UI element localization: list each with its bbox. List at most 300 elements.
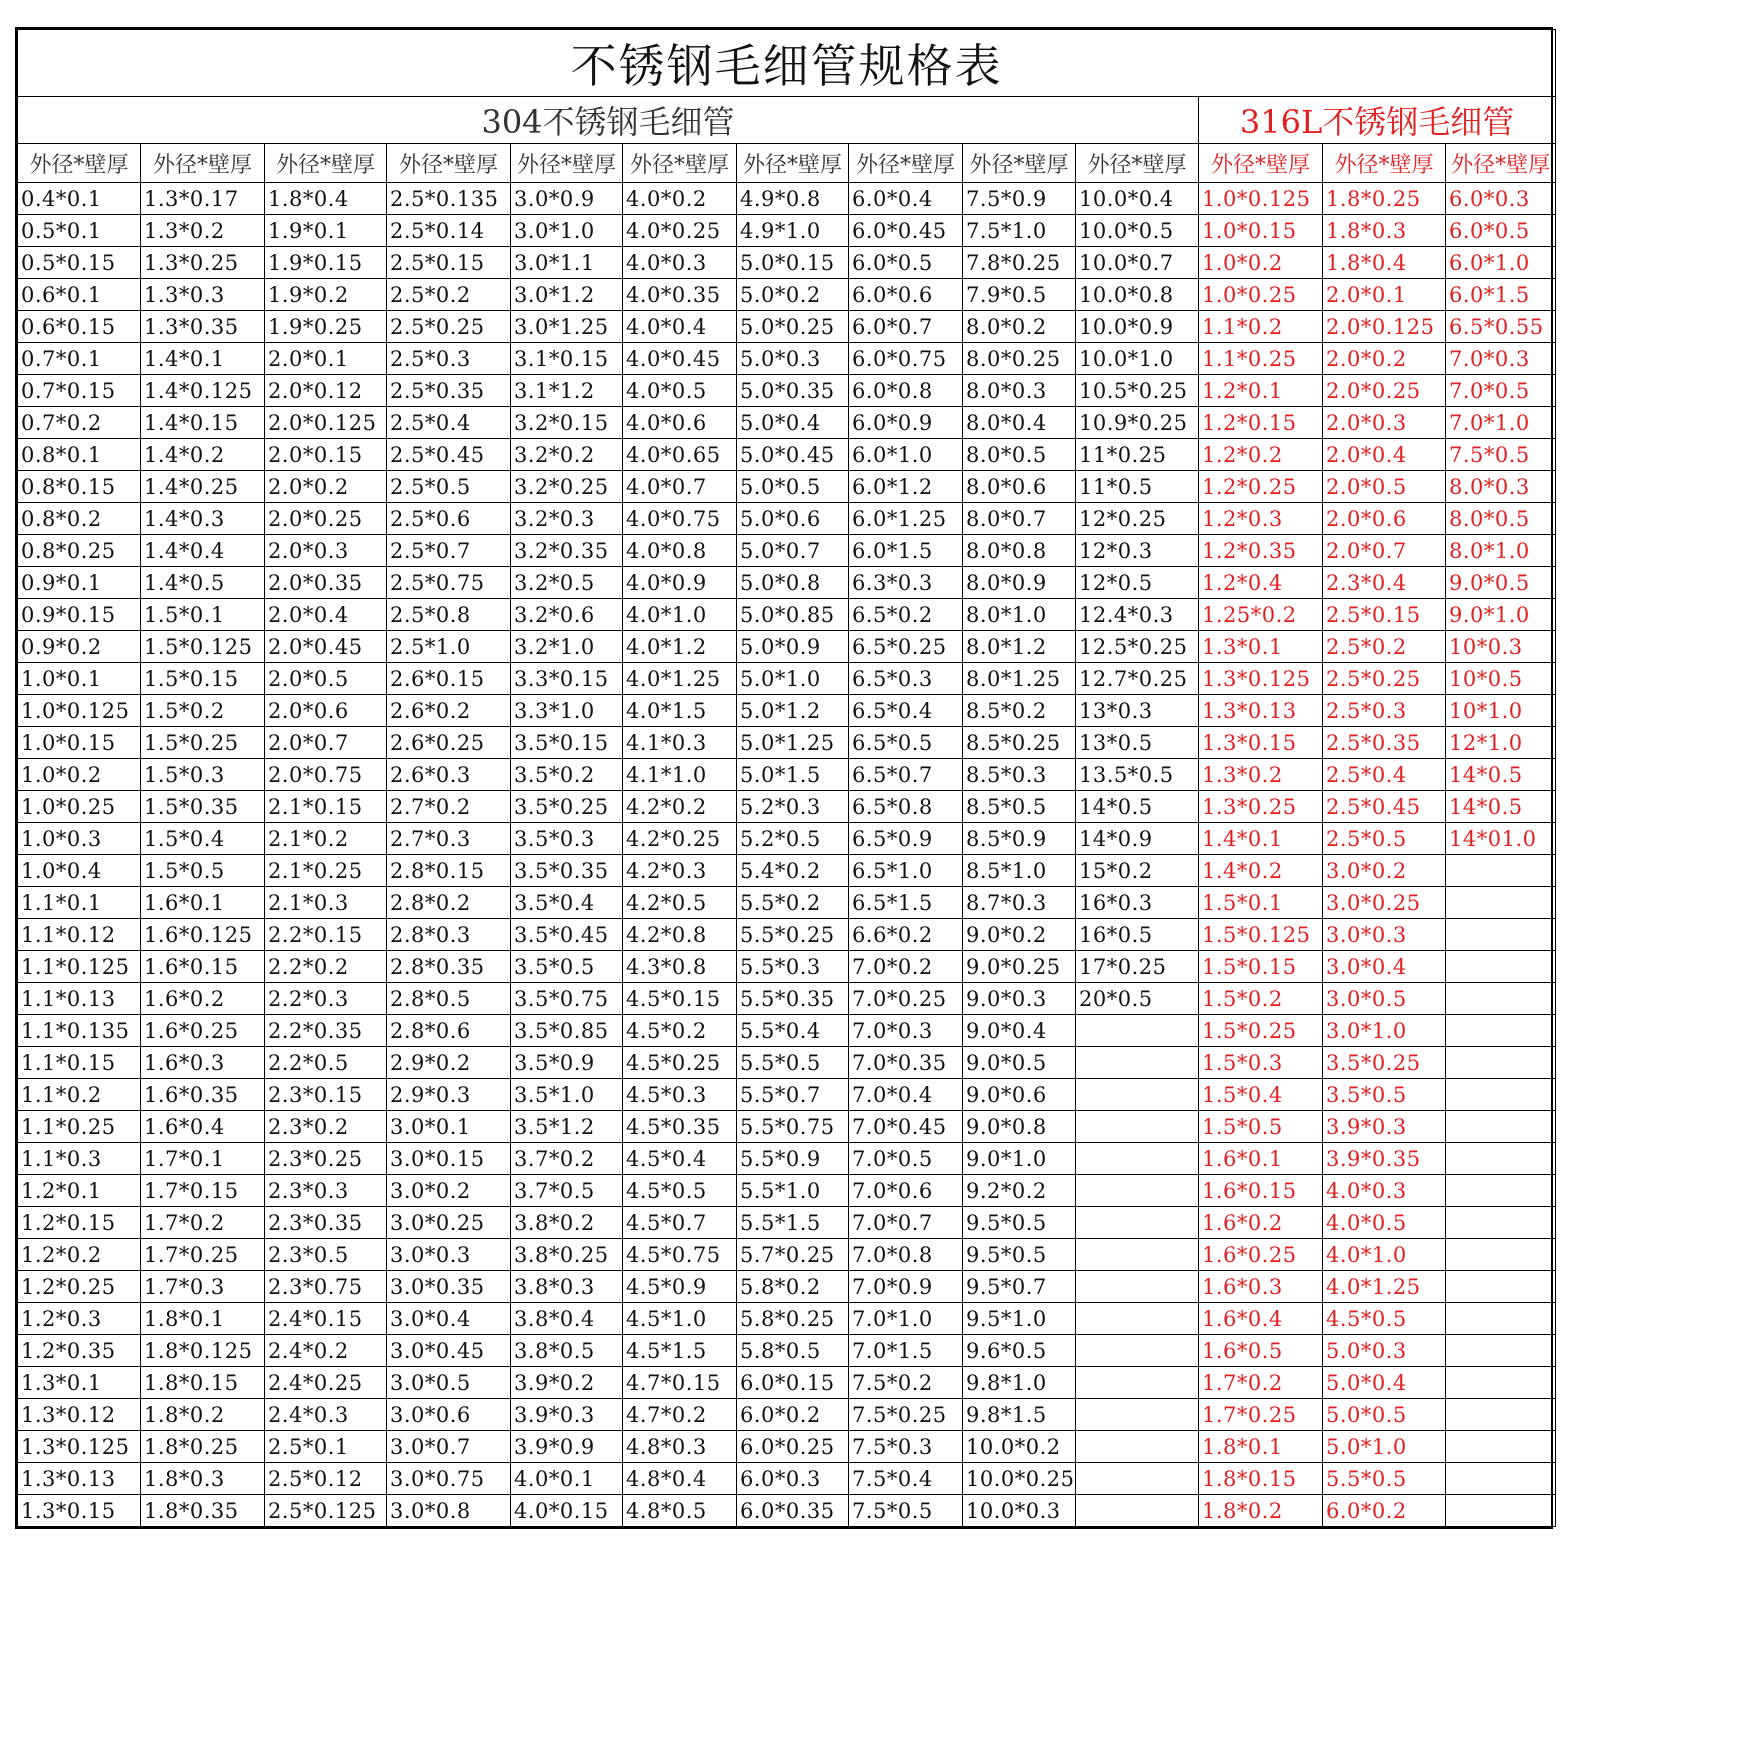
spec-304-cell: 2.0*0.1 — [265, 343, 387, 375]
spec-304-cell: 8.7*0.3 — [963, 887, 1076, 919]
spec-304-cell — [1076, 1463, 1199, 1495]
spec-316l-cell: 10*1.0 — [1446, 695, 1556, 727]
spec-304-cell: 4.0*1.25 — [623, 663, 737, 695]
spec-304-cell: 4.2*0.5 — [623, 887, 737, 919]
spec-304-cell: 7.0*0.25 — [849, 983, 963, 1015]
spec-304-cell: 1.5*0.3 — [141, 759, 265, 791]
spec-316l-cell: 1.0*0.125 — [1199, 183, 1323, 215]
spec-304-cell: 3.0*0.1 — [387, 1111, 511, 1143]
spec-316l-cell: 2.5*0.45 — [1323, 791, 1446, 823]
spec-316l-cell: 6.0*1.5 — [1446, 279, 1556, 311]
spec-304-cell: 5.5*0.25 — [737, 919, 849, 951]
spec-304-cell: 3.0*0.9 — [511, 183, 623, 215]
spec-304-cell: 12*0.25 — [1076, 503, 1199, 535]
spec-316l-cell: 6.5*0.55 — [1446, 311, 1556, 343]
spec-304-cell: 2.2*0.2 — [265, 951, 387, 983]
spec-304-cell: 5.0*1.0 — [737, 663, 849, 695]
spec-316l-cell: 3.0*0.2 — [1323, 855, 1446, 887]
spec-304-cell: 6.5*0.4 — [849, 695, 963, 727]
spec-304-cell: 2.2*0.5 — [265, 1047, 387, 1079]
column-header-od-wall: 外径*壁厚 — [963, 144, 1076, 183]
spec-316l-cell: 3.0*0.4 — [1323, 951, 1446, 983]
spec-304-cell: 6.0*1.5 — [849, 535, 963, 567]
column-header-od-wall: 外径*壁厚 — [265, 144, 387, 183]
spec-316l-cell — [1446, 1015, 1556, 1047]
spec-304-cell: 3.5*0.5 — [511, 951, 623, 983]
spec-316l-cell: 1.5*0.2 — [1199, 983, 1323, 1015]
spec-304-cell: 1.6*0.1 — [141, 887, 265, 919]
spec-304-cell: 5.5*0.5 — [737, 1047, 849, 1079]
spec-316l-cell: 1.5*0.1 — [1199, 887, 1323, 919]
spec-316l-cell: 2.5*0.15 — [1323, 599, 1446, 631]
spec-316l-cell: 2.5*0.3 — [1323, 695, 1446, 727]
spec-304-cell: 2.5*0.45 — [387, 439, 511, 471]
spec-304-cell: 6.0*0.8 — [849, 375, 963, 407]
spec-304-cell: 2.2*0.35 — [265, 1015, 387, 1047]
spec-304-cell: 6.3*0.3 — [849, 567, 963, 599]
spec-316l-cell: 6.0*0.3 — [1446, 183, 1556, 215]
spec-316l-cell — [1446, 1463, 1556, 1495]
spec-304-cell: 4.8*0.5 — [623, 1495, 737, 1527]
spec-304-cell: 4.5*0.2 — [623, 1015, 737, 1047]
spec-304-cell: 8.0*1.25 — [963, 663, 1076, 695]
spec-316l-cell: 1.2*0.35 — [1199, 535, 1323, 567]
spec-316l-cell: 3.9*0.3 — [1323, 1111, 1446, 1143]
spec-304-cell: 3.2*1.0 — [511, 631, 623, 663]
spec-304-cell: 1.1*0.15 — [18, 1047, 141, 1079]
spec-304-cell: 10.0*0.4 — [1076, 183, 1199, 215]
spec-304-cell: 5.5*1.0 — [737, 1175, 849, 1207]
spec-304-cell: 12*0.3 — [1076, 535, 1199, 567]
spec-304-cell: 4.2*0.8 — [623, 919, 737, 951]
table-row — [18, 439, 1556, 471]
spec-304-cell: 9.0*0.2 — [963, 919, 1076, 951]
spec-304-cell: 4.5*1.5 — [623, 1335, 737, 1367]
spec-304-cell: 2.8*0.35 — [387, 951, 511, 983]
spec-304-cell: 9.5*0.5 — [963, 1207, 1076, 1239]
spec-316l-cell: 5.0*1.0 — [1323, 1431, 1446, 1463]
spec-304-cell: 4.0*0.5 — [623, 375, 737, 407]
spec-304-cell: 4.5*0.15 — [623, 983, 737, 1015]
spec-304-cell: 2.4*0.25 — [265, 1367, 387, 1399]
spec-304-cell: 16*0.5 — [1076, 919, 1199, 951]
table-row — [18, 919, 1556, 951]
spec-316l-cell: 2.5*0.4 — [1323, 759, 1446, 791]
spec-304-cell: 4.0*1.5 — [623, 695, 737, 727]
spec-304-cell: 1.5*0.35 — [141, 791, 265, 823]
spec-304-cell: 3.0*0.6 — [387, 1399, 511, 1431]
spec-304-cell: 4.0*0.1 — [511, 1463, 623, 1495]
spec-304-cell: 0.7*0.15 — [18, 375, 141, 407]
spec-316l-cell: 4.5*0.5 — [1323, 1303, 1446, 1335]
spec-316l-cell: 14*0.5 — [1446, 759, 1556, 791]
spec-304-cell: 5.8*0.2 — [737, 1271, 849, 1303]
spec-304-cell: 2.5*0.125 — [265, 1495, 387, 1527]
spec-304-cell: 8.5*1.0 — [963, 855, 1076, 887]
spec-304-cell: 3.7*0.2 — [511, 1143, 623, 1175]
spec-304-cell: 1.2*0.35 — [18, 1335, 141, 1367]
table-row — [18, 983, 1556, 1015]
table-row — [18, 343, 1556, 375]
spec-316l-cell: 10*0.5 — [1446, 663, 1556, 695]
spec-304-cell: 4.0*0.8 — [623, 535, 737, 567]
spec-316l-cell: 1.5*0.3 — [1199, 1047, 1323, 1079]
spec-316l-cell: 1.5*0.125 — [1199, 919, 1323, 951]
spec-304-cell: 2.5*0.25 — [387, 311, 511, 343]
spec-316l-cell: 5.5*0.5 — [1323, 1463, 1446, 1495]
spec-304-cell: 0.5*0.1 — [18, 215, 141, 247]
spec-304-cell: 0.7*0.2 — [18, 407, 141, 439]
spec-304-cell: 1.9*0.1 — [265, 215, 387, 247]
spec-316l-cell: 14*0.5 — [1446, 791, 1556, 823]
spec-304-cell: 2.4*0.15 — [265, 1303, 387, 1335]
spec-304-cell: 1.4*0.5 — [141, 567, 265, 599]
spec-316l-cell: 1.7*0.2 — [1199, 1367, 1323, 1399]
spec-316l-cell: 7.5*0.5 — [1446, 439, 1556, 471]
spec-304-cell: 5.2*0.5 — [737, 823, 849, 855]
spec-304-cell: 2.9*0.2 — [387, 1047, 511, 1079]
spec-304-cell: 5.5*0.3 — [737, 951, 849, 983]
spec-304-cell: 6.5*0.2 — [849, 599, 963, 631]
column-header-od-wall: 外径*壁厚 — [1199, 144, 1323, 183]
spec-304-cell: 10.0*0.2 — [963, 1431, 1076, 1463]
spec-304-cell: 3.5*0.75 — [511, 983, 623, 1015]
spec-304-cell: 13*0.3 — [1076, 695, 1199, 727]
column-header-od-wall: 外径*壁厚 — [141, 144, 265, 183]
spec-304-cell: 0.4*0.1 — [18, 183, 141, 215]
table-row — [18, 375, 1556, 407]
spec-304-cell: 3.0*0.7 — [387, 1431, 511, 1463]
spec-316l-cell: 1.6*0.1 — [1199, 1143, 1323, 1175]
spec-304-cell: 8.0*0.8 — [963, 535, 1076, 567]
spec-316l-cell: 1.4*0.2 — [1199, 855, 1323, 887]
spec-304-cell: 8.0*0.6 — [963, 471, 1076, 503]
spec-304-cell: 3.0*1.0 — [511, 215, 623, 247]
spec-304-cell: 4.5*0.3 — [623, 1079, 737, 1111]
spec-304-cell: 3.5*0.85 — [511, 1015, 623, 1047]
spec-304-cell: 8.0*1.2 — [963, 631, 1076, 663]
spec-304-cell: 1.3*0.15 — [18, 1495, 141, 1527]
spec-304-cell: 13.5*0.5 — [1076, 759, 1199, 791]
spec-304-cell: 4.0*0.9 — [623, 567, 737, 599]
spec-304-cell: 1.0*0.125 — [18, 695, 141, 727]
spec-316l-cell — [1446, 1143, 1556, 1175]
spec-316l-cell — [1446, 1271, 1556, 1303]
spec-304-cell: 6.0*0.75 — [849, 343, 963, 375]
spec-304-cell: 1.7*0.1 — [141, 1143, 265, 1175]
spec-304-cell: 5.8*0.5 — [737, 1335, 849, 1367]
spec-304-cell: 6.0*0.4 — [849, 183, 963, 215]
spec-304-cell: 2.1*0.25 — [265, 855, 387, 887]
spec-304-cell: 3.2*0.5 — [511, 567, 623, 599]
spec-304-cell: 2.5*0.14 — [387, 215, 511, 247]
spec-316l-cell — [1446, 1111, 1556, 1143]
spec-304-cell: 2.4*0.3 — [265, 1399, 387, 1431]
spec-304-cell: 8.0*0.5 — [963, 439, 1076, 471]
spec-304-cell: 5.0*0.85 — [737, 599, 849, 631]
spec-304-cell — [1076, 1175, 1199, 1207]
spec-316l-cell: 2.0*0.125 — [1323, 311, 1446, 343]
spec-304-cell: 3.0*0.2 — [387, 1175, 511, 1207]
spec-304-cell: 5.0*0.5 — [737, 471, 849, 503]
spec-304-cell: 3.1*0.15 — [511, 343, 623, 375]
spec-304-cell: 4.8*0.3 — [623, 1431, 737, 1463]
spec-304-cell: 4.1*1.0 — [623, 759, 737, 791]
spec-316l-cell: 1.3*0.25 — [1199, 791, 1323, 823]
spec-304-cell: 8.5*0.3 — [963, 759, 1076, 791]
spec-304-cell: 1.4*0.125 — [141, 375, 265, 407]
spec-304-cell: 2.0*0.35 — [265, 567, 387, 599]
table-row — [18, 503, 1556, 535]
spec-304-cell: 8.0*0.4 — [963, 407, 1076, 439]
spec-316l-cell: 5.0*0.3 — [1323, 1335, 1446, 1367]
spec-304-cell: 8.0*1.0 — [963, 599, 1076, 631]
spec-304-cell: 4.7*0.15 — [623, 1367, 737, 1399]
spec-304-cell: 1.9*0.25 — [265, 311, 387, 343]
spec-304-cell: 2.5*0.5 — [387, 471, 511, 503]
spec-304-cell: 12*0.5 — [1076, 567, 1199, 599]
spec-304-cell: 1.0*0.1 — [18, 663, 141, 695]
spec-304-cell: 5.8*0.25 — [737, 1303, 849, 1335]
spec-304-cell: 7.0*0.45 — [849, 1111, 963, 1143]
spec-316l-cell: 5.0*0.4 — [1323, 1367, 1446, 1399]
spec-304-cell: 2.1*0.15 — [265, 791, 387, 823]
spec-304-cell: 4.0*0.2 — [623, 183, 737, 215]
spec-304-cell: 5.5*0.9 — [737, 1143, 849, 1175]
spec-304-cell: 10.0*0.9 — [1076, 311, 1199, 343]
spec-304-cell: 9.0*0.8 — [963, 1111, 1076, 1143]
spec-304-cell: 7.5*0.5 — [849, 1495, 963, 1527]
spec-304-cell: 4.5*0.9 — [623, 1271, 737, 1303]
spec-316l-cell: 1.2*0.3 — [1199, 503, 1323, 535]
spec-304-cell: 6.0*0.35 — [737, 1495, 849, 1527]
spec-304-cell: 1.3*0.1 — [18, 1367, 141, 1399]
spec-304-cell: 20*0.5 — [1076, 983, 1199, 1015]
spec-304-cell: 2.6*0.15 — [387, 663, 511, 695]
spec-316l-cell: 1.8*0.15 — [1199, 1463, 1323, 1495]
spec-304-cell: 9.0*0.5 — [963, 1047, 1076, 1079]
spec-316l-cell: 4.0*1.25 — [1323, 1271, 1446, 1303]
spec-316l-cell — [1446, 1207, 1556, 1239]
spec-316l-cell: 1.3*0.13 — [1199, 695, 1323, 727]
spec-304-cell: 4.0*0.25 — [623, 215, 737, 247]
column-header-od-wall: 外径*壁厚 — [737, 144, 849, 183]
table-row — [18, 1463, 1556, 1495]
spec-304-cell: 3.8*0.25 — [511, 1239, 623, 1271]
spec-316l-cell: 1.0*0.25 — [1199, 279, 1323, 311]
spec-316l-cell — [1446, 951, 1556, 983]
spec-304-cell: 5.0*0.35 — [737, 375, 849, 407]
spec-316l-cell — [1446, 919, 1556, 951]
spec-304-cell: 2.2*0.15 — [265, 919, 387, 951]
spec-316l-cell: 3.0*1.0 — [1323, 1015, 1446, 1047]
spec-304-cell: 9.0*1.0 — [963, 1143, 1076, 1175]
table-body — [18, 183, 1556, 1527]
spec-304-cell: 9.5*0.7 — [963, 1271, 1076, 1303]
section-row — [18, 97, 1556, 144]
spec-316l-cell: 4.0*1.0 — [1323, 1239, 1446, 1271]
spec-316l-cell: 2.5*0.5 — [1323, 823, 1446, 855]
spec-304-cell — [1076, 1079, 1199, 1111]
spec-316l-cell: 4.0*0.3 — [1323, 1175, 1446, 1207]
table-row — [18, 567, 1556, 599]
spec-304-cell: 6.5*0.9 — [849, 823, 963, 855]
spec-304-cell: 1.1*0.12 — [18, 919, 141, 951]
spec-304-cell — [1076, 1367, 1199, 1399]
spec-304-cell: 4.5*1.0 — [623, 1303, 737, 1335]
spec-316l-cell: 1.5*0.4 — [1199, 1079, 1323, 1111]
spec-304-cell: 2.3*0.3 — [265, 1175, 387, 1207]
spec-304-cell: 2.0*0.75 — [265, 759, 387, 791]
spec-316l-cell: 3.0*0.25 — [1323, 887, 1446, 919]
spec-304-cell: 5.5*0.7 — [737, 1079, 849, 1111]
table-row — [18, 1207, 1556, 1239]
spec-304-cell: 1.8*0.4 — [265, 183, 387, 215]
spec-304-cell: 1.6*0.2 — [141, 983, 265, 1015]
table-row — [18, 1495, 1556, 1527]
spec-304-cell: 4.2*0.25 — [623, 823, 737, 855]
spec-304-cell: 1.0*0.15 — [18, 727, 141, 759]
spec-304-cell: 4.5*0.5 — [623, 1175, 737, 1207]
column-header-od-wall: 外径*壁厚 — [849, 144, 963, 183]
spec-304-cell: 7.8*0.25 — [963, 247, 1076, 279]
spec-316l-cell: 2.0*0.2 — [1323, 343, 1446, 375]
spec-316l-cell — [1446, 1175, 1556, 1207]
spec-316l-cell — [1446, 1239, 1556, 1271]
spec-304-cell: 2.5*0.15 — [387, 247, 511, 279]
spec-304-cell: 1.2*0.25 — [18, 1271, 141, 1303]
table-row — [18, 311, 1556, 343]
table-row — [18, 1271, 1556, 1303]
spec-304-cell: 1.0*0.2 — [18, 759, 141, 791]
spec-304-cell: 3.0*0.8 — [387, 1495, 511, 1527]
spec-304-cell: 1.8*0.2 — [141, 1399, 265, 1431]
spec-304-cell: 2.6*0.25 — [387, 727, 511, 759]
spec-304-cell: 3.8*0.5 — [511, 1335, 623, 1367]
spec-304-cell: 4.0*0.65 — [623, 439, 737, 471]
spec-304-cell: 11*0.5 — [1076, 471, 1199, 503]
spec-304-cell: 4.0*0.6 — [623, 407, 737, 439]
spec-304-cell: 2.7*0.3 — [387, 823, 511, 855]
spec-304-cell: 3.9*0.3 — [511, 1399, 623, 1431]
spec-304-cell — [1076, 1335, 1199, 1367]
spec-304-cell: 7.5*0.2 — [849, 1367, 963, 1399]
spec-316l-cell: 8.0*1.0 — [1446, 535, 1556, 567]
spec-304-cell: 5.0*0.8 — [737, 567, 849, 599]
spec-316l-cell: 1.6*0.3 — [1199, 1271, 1323, 1303]
spec-304-cell: 6.0*0.3 — [737, 1463, 849, 1495]
spec-304-cell: 10.0*1.0 — [1076, 343, 1199, 375]
spec-304-cell: 1.5*0.1 — [141, 599, 265, 631]
spec-304-cell: 7.5*0.25 — [849, 1399, 963, 1431]
table-row — [18, 599, 1556, 631]
spec-304-cell: 2.0*0.4 — [265, 599, 387, 631]
page-title: 不锈钢毛细管规格表 — [18, 30, 1556, 97]
spec-316l-cell — [1446, 1399, 1556, 1431]
spec-304-cell: 7.0*0.8 — [849, 1239, 963, 1271]
spec-304-cell: 1.4*0.15 — [141, 407, 265, 439]
spec-316l-cell: 1.1*0.2 — [1199, 311, 1323, 343]
spec-304-cell: 4.5*0.25 — [623, 1047, 737, 1079]
spec-304-cell: 9.0*0.3 — [963, 983, 1076, 1015]
spec-304-cell: 4.3*0.8 — [623, 951, 737, 983]
spec-304-cell: 7.0*0.9 — [849, 1271, 963, 1303]
spec-316l-cell — [1446, 1335, 1556, 1367]
spec-316l-cell: 14*01.0 — [1446, 823, 1556, 855]
spec-316l-cell — [1446, 1079, 1556, 1111]
table-row — [18, 1399, 1556, 1431]
column-header-od-wall: 外径*壁厚 — [511, 144, 623, 183]
spec-304-cell: 4.9*0.8 — [737, 183, 849, 215]
spec-304-cell: 8.0*0.9 — [963, 567, 1076, 599]
spec-304-cell: 3.2*0.25 — [511, 471, 623, 503]
spec-304-cell: 3.2*0.6 — [511, 599, 623, 631]
spec-316l-cell: 7.0*1.0 — [1446, 407, 1556, 439]
spec-304-cell: 1.7*0.3 — [141, 1271, 265, 1303]
spec-304-cell: 3.0*1.25 — [511, 311, 623, 343]
spec-304-cell: 5.0*0.15 — [737, 247, 849, 279]
spec-316l-cell: 1.8*0.25 — [1323, 183, 1446, 215]
spec-304-cell: 3.0*0.4 — [387, 1303, 511, 1335]
spec-304-cell: 0.5*0.15 — [18, 247, 141, 279]
table-row — [18, 1111, 1556, 1143]
table-row — [18, 535, 1556, 567]
spec-316l-cell: 6.0*0.5 — [1446, 215, 1556, 247]
spec-316l-cell: 3.5*0.5 — [1323, 1079, 1446, 1111]
spec-304-cell: 3.5*0.45 — [511, 919, 623, 951]
spec-304-cell: 4.0*0.45 — [623, 343, 737, 375]
spec-304-cell: 6.5*1.5 — [849, 887, 963, 919]
spec-304-cell: 1.1*0.125 — [18, 951, 141, 983]
spec-316l-cell: 4.0*0.5 — [1323, 1207, 1446, 1239]
spec-304-cell: 2.9*0.3 — [387, 1079, 511, 1111]
spec-304-cell: 1.8*0.35 — [141, 1495, 265, 1527]
spec-304-cell: 1.1*0.13 — [18, 983, 141, 1015]
table-row — [18, 823, 1556, 855]
spec-304-cell: 7.0*0.7 — [849, 1207, 963, 1239]
spec-304-cell: 1.4*0.3 — [141, 503, 265, 535]
spec-304-cell: 2.8*0.3 — [387, 919, 511, 951]
spec-304-cell: 1.1*0.3 — [18, 1143, 141, 1175]
table-row — [18, 1047, 1556, 1079]
spec-304-cell: 8.0*0.25 — [963, 343, 1076, 375]
table-row — [18, 855, 1556, 887]
spec-304-cell: 6.0*0.6 — [849, 279, 963, 311]
spec-304-cell: 2.8*0.6 — [387, 1015, 511, 1047]
spec-304-cell: 1.0*0.3 — [18, 823, 141, 855]
spec-304-cell: 5.0*0.45 — [737, 439, 849, 471]
spec-304-cell: 5.5*0.75 — [737, 1111, 849, 1143]
spec-304-cell: 4.8*0.4 — [623, 1463, 737, 1495]
spec-304-cell: 7.0*0.2 — [849, 951, 963, 983]
spec-304-cell: 2.0*0.25 — [265, 503, 387, 535]
spec-304-cell: 7.5*0.4 — [849, 1463, 963, 1495]
spec-304-cell: 3.5*0.3 — [511, 823, 623, 855]
spec-304-cell — [1076, 1015, 1199, 1047]
spec-304-cell: 1.1*0.1 — [18, 887, 141, 919]
spec-316l-cell: 1.5*0.25 — [1199, 1015, 1323, 1047]
table-row — [18, 791, 1556, 823]
spec-304-cell: 2.0*0.12 — [265, 375, 387, 407]
spec-304-cell: 2.3*0.25 — [265, 1143, 387, 1175]
spec-304-cell: 4.0*0.15 — [511, 1495, 623, 1527]
spec-316l-cell: 2.5*0.25 — [1323, 663, 1446, 695]
spec-316l-cell: 1.8*0.1 — [1199, 1431, 1323, 1463]
spec-304-cell: 3.2*0.35 — [511, 535, 623, 567]
spec-304-cell: 1.1*0.135 — [18, 1015, 141, 1047]
spec-304-cell: 2.8*0.15 — [387, 855, 511, 887]
spec-304-cell: 2.3*0.15 — [265, 1079, 387, 1111]
